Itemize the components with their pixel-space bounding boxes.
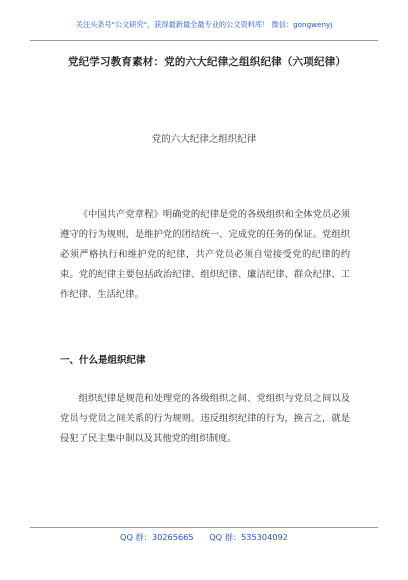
section-heading: 一、什么是组织纪律	[60, 355, 146, 366]
footer-qq-group-2: QQ 群：535304092	[209, 532, 288, 542]
footer-spacer	[194, 532, 210, 542]
document-title: 党纪学习教育素材：党的六大纪律之组织纪律（六项纪律）	[67, 56, 347, 68]
header-note: 关注头条号"公文研究"，获得最新最全最专业的公文资料库！ 微信：gongwenyj	[75, 20, 333, 29]
footer-qq-group-1: QQ 群：30265665	[120, 532, 194, 542]
header-divider	[30, 40, 378, 41]
footer-divider	[30, 527, 378, 528]
paragraph-intro: 《中国共产党章程》明确党的纪律是党的各级组织和全体党员必须遵守的行为规则，是维护党的团结统一、完成党的任务的保证。党组织必须严格执行和维护党的纪律，共产党员必须自觉接受党的纪律的约束。党的纪律主要包括政治纪律、组织纪律、廉洁纪律、群众纪律、工作纪律、生活纪律。	[60, 209, 350, 300]
document-subtitle: 党的六大纪律之组织纪律	[151, 134, 257, 145]
footer	[0, 532, 408, 543]
paragraph-definition: 组织纪律是规范和处理党的各级组织之间、党组织与党员之间以及党员与党员之间关系的行为规则。违反组织纪律的行为，换言之，就是侵犯了民主集中制以及其他党的组织制度。	[60, 393, 350, 444]
